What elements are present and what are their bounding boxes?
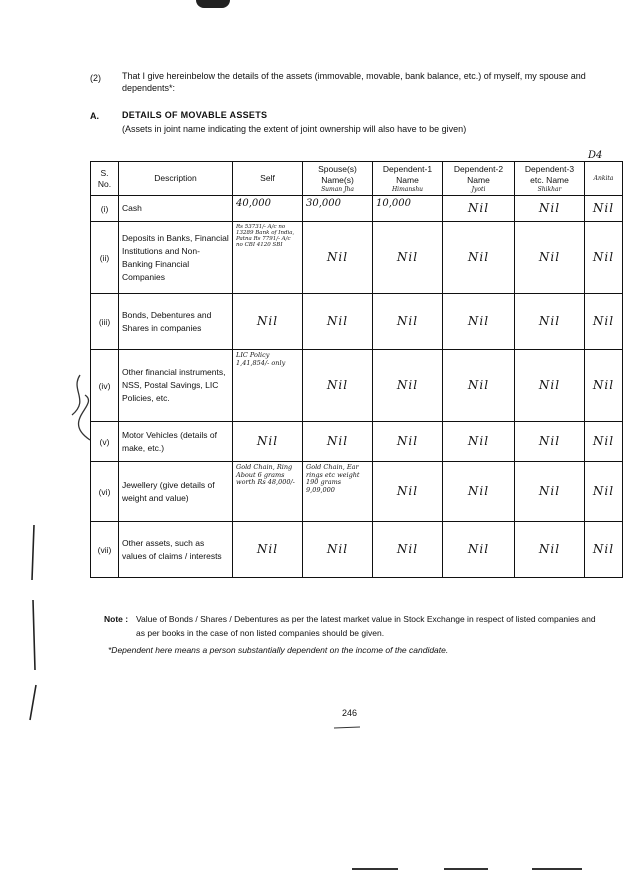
cell-dependent-2: Nil — [443, 422, 515, 462]
header-dependent-3 — [515, 162, 585, 196]
cell-dependent-4: Nil — [585, 222, 623, 294]
header-dep1-sub: Name — [396, 175, 419, 185]
cell-dependent-4: Nil — [585, 196, 623, 222]
cell-dependent-2: Nil — [443, 222, 515, 294]
note-label: Note : — [104, 614, 129, 624]
header-description: Description — [119, 162, 233, 196]
header-spouse-name: Suman Jha — [321, 186, 354, 193]
cell-dependent-1: Nil — [373, 294, 443, 350]
margin-annotation: D4 — [588, 150, 603, 161]
table-row — [91, 196, 623, 222]
cell-dependent-4: Nil — [585, 350, 623, 422]
header-dep4-name: Ankita — [593, 175, 614, 182]
header-spouse-label: Spouse(s) — [318, 164, 357, 174]
cell-dependent-2: Nil — [443, 350, 515, 422]
header-dep2-label: Dependent-2 — [453, 164, 504, 174]
table-row — [91, 350, 623, 422]
cell-dependent-4: Nil — [585, 294, 623, 350]
header-dep3-sub: etc. Name — [530, 175, 569, 185]
section-letter: A. — [90, 111, 99, 121]
cell-dependent-1: Nil — [373, 350, 443, 422]
row-sno: (iii) — [91, 294, 119, 350]
table-row — [91, 422, 623, 462]
cell-self: Rs 53731/- A/c no 13289 Bank of India, Patna Rs 7791/- A/c no CBI 4120 SBI — [233, 222, 303, 294]
page-number: 246 — [342, 708, 358, 718]
row-sno: (v) — [91, 422, 119, 462]
cell-dependent-2: Nil — [443, 294, 515, 350]
header-dep1-name: Himanshu — [391, 186, 424, 193]
header-dep2-sub: Name — [467, 175, 490, 185]
scan-speck — [332, 720, 362, 734]
row-description: Deposits in Banks, Financial Institutions and Non-Banking Financial Companies — [119, 222, 233, 294]
section-title: DETAILS OF MOVABLE ASSETS — [122, 110, 268, 120]
header-dep3-label: Dependent-3 — [524, 164, 575, 174]
cell-dependent-4: Nil — [585, 462, 623, 522]
table-row — [91, 462, 623, 522]
cell-dependent-1: Nil — [373, 462, 443, 522]
row-description: Other financial instruments, NSS, Postal Savings, LIC Policies, etc. — [119, 350, 233, 422]
section-subtitle: (Assets in joint name indicating the extent of joint ownership will also have to be given) — [122, 124, 467, 134]
header-dep3-name: Shikhar — [537, 186, 562, 193]
cell-dependent-2: Nil — [443, 196, 515, 222]
cell-self: LIC Policy 1,41,854/- only — [233, 350, 303, 422]
row-sno: (iv) — [91, 350, 119, 422]
bottom-rule-1 — [352, 868, 398, 870]
cell-dependent-3: Nil — [515, 196, 585, 222]
header-self: Self — [233, 162, 303, 196]
scan-blot — [196, 0, 230, 8]
header-dependent-2 — [443, 162, 515, 196]
row-description: Bonds, Debentures and Shares in companies — [119, 294, 233, 350]
cell-self: Nil — [233, 294, 303, 350]
movable-assets-table — [90, 161, 623, 578]
cell-self: Gold Chain, Ring About 6 grams worth Rs 48,000/- — [233, 462, 303, 522]
header-spouse — [303, 162, 373, 196]
cell-dependent-3: Nil — [515, 294, 585, 350]
binding-mark — [24, 520, 44, 730]
cell-dependent-2: Nil — [443, 462, 515, 522]
cell-dependent-1: Nil — [373, 222, 443, 294]
header-spouse-sub: Name(s) — [321, 175, 354, 185]
bottom-rule-3 — [532, 868, 582, 870]
cell-dependent-4: Nil — [585, 422, 623, 462]
row-sno: (vii) — [91, 522, 119, 578]
header-dep1-label: Dependent-1 — [382, 164, 433, 174]
note-text: Value of Bonds / Shares / Debentures as per the latest market value in Stock Exchange in respect of listed companies and as per books in the case of non listed companies should be given. — [136, 614, 596, 638]
cell-dependent-4: Nil — [585, 522, 623, 578]
header-dependent-4 — [585, 162, 623, 196]
table-row — [91, 522, 623, 578]
cell-spouse: 30,000 — [303, 196, 373, 222]
cell-dependent-3: Nil — [515, 222, 585, 294]
header-dep2-name: Jyoti — [471, 186, 486, 193]
cell-dependent-3: Nil — [515, 350, 585, 422]
cell-self: Nil — [233, 422, 303, 462]
cell-dependent-2: Nil — [443, 522, 515, 578]
row-description: Other assets, such as values of claims / interests — [119, 522, 233, 578]
cell-spouse: Nil — [303, 294, 373, 350]
row-sno: (ii) — [91, 222, 119, 294]
cell-spouse: Nil — [303, 222, 373, 294]
cell-self: 40,000 — [233, 196, 303, 222]
cell-dependent-1: Nil — [373, 422, 443, 462]
row-description: Motor Vehicles (details of make, etc.) — [119, 422, 233, 462]
cell-spouse: Nil — [303, 522, 373, 578]
cell-dependent-3: Nil — [515, 462, 585, 522]
cell-dependent-3: Nil — [515, 522, 585, 578]
cell-self: Nil — [233, 522, 303, 578]
bottom-rule-2 — [444, 868, 488, 870]
row-description: Cash — [119, 196, 233, 222]
cell-spouse: Gold Chain, Ear rings etc weight 190 grams 9,09,000 — [303, 462, 373, 522]
row-sno: (vi) — [91, 462, 119, 522]
row-sno: (i) — [91, 196, 119, 222]
dependent-footnote: *Dependent here means a person substantially dependent on the income of the candidate. — [108, 645, 449, 655]
cell-spouse: Nil — [303, 350, 373, 422]
cell-spouse: Nil — [303, 422, 373, 462]
cell-dependent-3: Nil — [515, 422, 585, 462]
row-description: Jewellery (give details of weight and value) — [119, 462, 233, 522]
cell-dependent-1: Nil — [373, 522, 443, 578]
table-header-row — [91, 162, 623, 196]
table-row — [91, 294, 623, 350]
margin-scribble — [50, 370, 110, 450]
header-sno: S. No. — [91, 162, 119, 196]
clause-text: That I give hereinbelow the details of the assets (immovable, movable, bank balance, etc.) of myself, my spouse and dependents*: — [122, 71, 586, 93]
header-dependent-1 — [373, 162, 443, 196]
table-row — [91, 222, 623, 294]
cell-dependent-1: 10,000 — [373, 196, 443, 222]
clause-number: (2) — [90, 73, 101, 83]
